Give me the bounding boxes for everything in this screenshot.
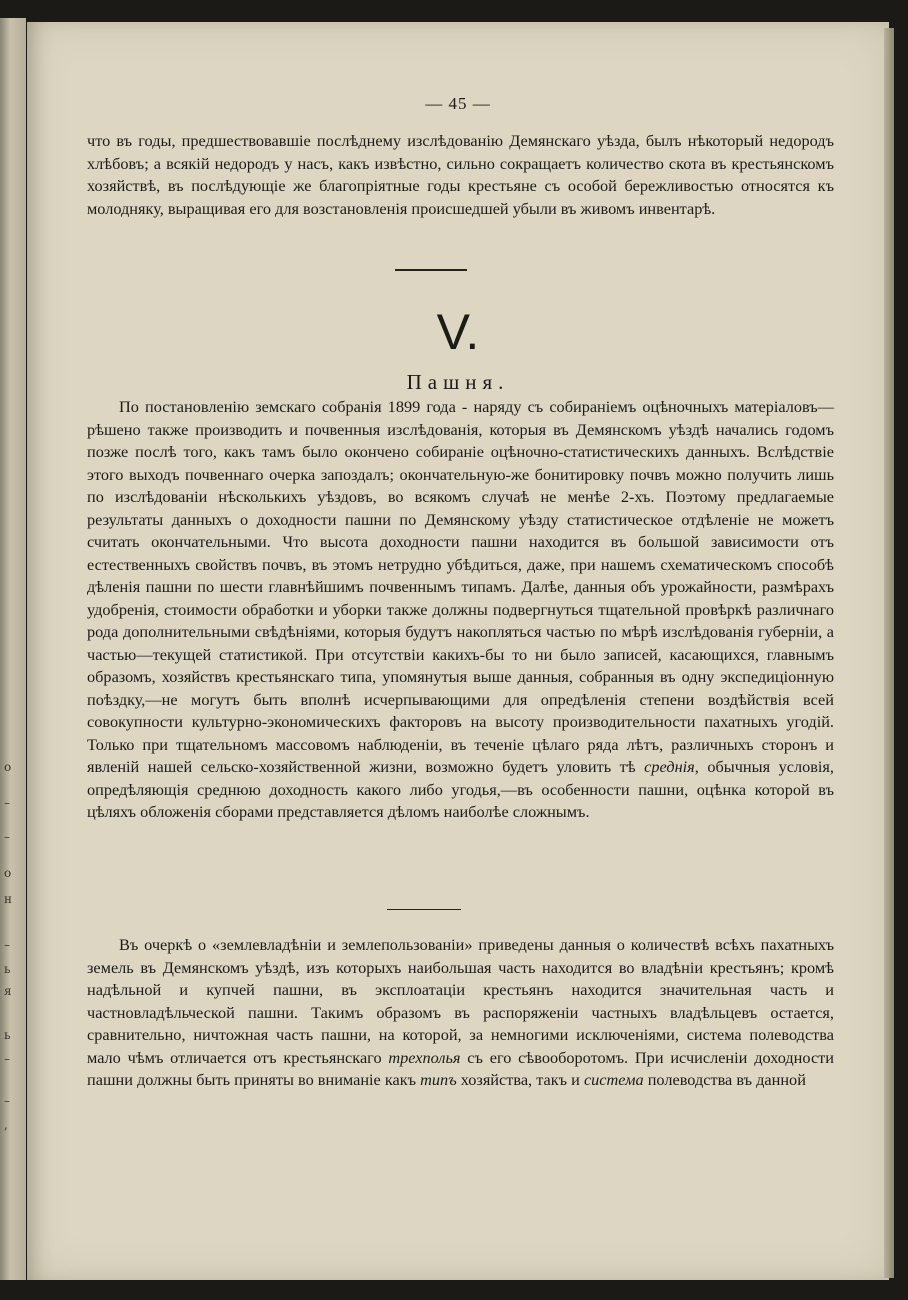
main-paragraph-text	[87, 396, 834, 824]
margin-fragment: о	[4, 760, 12, 774]
main-paragraph-text-part: По постановленію земскаго собранія 1899 года - наряду съ собираніемъ оцѣночныхъ матеріаловъ—рѣшено также производить и почвенныя изслѣдованія, которыя въ Демянскомъ уѣздѣ начались годомъ позже послѣ того, какъ тамъ было окончено собираніе оцѣночно-статистическихъ данныхъ. Вслѣдствіе этого выходъ почвеннаго очерка запоздалъ; окончательную-же бонитировку почвъ можно получить лишь по изслѣдованіи нѣсколькихъ уѣздовъ, во всякомъ случаѣ не менѣе 2-хъ. Поэтому предлагаемые результаты данныхъ о доходности пашни по Демянскому уѣзду статистическое отдѣленіе не можетъ считать окончательными. Что высота доходности пашни находится въ большой зависимости отъ естественныхъ свойствъ почвъ, въ этомъ нетрудно убѣдиться, даже, при нашемъ схематическомъ способѣ дѣленія пашни по шести главнѣйшимъ почвеннымъ типамъ. Далѣе, данныя объ урожайности, размѣрахъ удобренія, стоимости обработки и уборки также должны подвергнуться тщательной провѣркѣ различнаго рода дополнительными свѣдѣніями, которыя будутъ накопляться частью по мѣрѣ изслѣдованія губерніи, а частью—текущей статистикой. При отсутствіи какихъ-бы то ни было записей, касающихся, главнымъ образомъ, хозяйствъ крестьянскаго типа, упомянутыя выше данныя, собранныя въ одну экспедиціонную поѣздку,—не могутъ быть вполнѣ исчерпывающими для опредѣленія степени воздѣйствія всей совокупности культурно-экономическихъ факторовъ на высоту производительности пахатныхъ угодій. Только при тщательномъ массовомъ наблюденіи, въ теченіе цѣлаго ряда лѣтъ, различныхъ сторонъ и явленій нашей сельско-хозяйственной жизни, возможно будетъ уловить тѣ	[87, 397, 834, 776]
second-paragraph-text-part: хозяйства, такъ и	[456, 1070, 584, 1089]
italic-term: система	[583, 1070, 644, 1089]
margin-fragment: ,	[4, 1118, 8, 1132]
opening-paragraph	[87, 130, 834, 220]
second-paragraph-text-part: Въ очеркѣ о «землевладѣніи и землепользованіи» приведены данныя о количествѣ всѣхъ пахатныхъ земель въ Демянскомъ уѣздѣ, изъ которыхъ наибольшая часть находится во владѣніи крестьянъ; кромѣ надѣльной и купчей пашни, въ эксплоатаціи крестьянъ находится значительная часть и частновладѣльческой пашни. Такимъ образомъ въ распоряженіи частныхъ владѣльцевъ остается, сравнительно, ничтожная часть пашни, на которой, за немногими исключеніями, система полеводства мало чѣмъ отличается отъ крестьянскаго	[87, 935, 834, 1067]
page-stack-edge	[884, 28, 894, 1278]
margin-fragment: –	[4, 1052, 10, 1066]
second-paragraph	[87, 934, 834, 1092]
margin-fragment: –	[4, 938, 10, 952]
opening-paragraph-text: что въ годы, предшествовавшіе послѣднему изслѣдованію Демянскаго уѣзда, былъ нѣкоторый недородъ хлѣбовъ; а всякій недородъ у насъ, какъ извѣстно, сильно сокращаетъ количество скота въ крестьянскомъ хозяйствѣ, въ послѣдующіе же благопріятные годы крестьяне съ особой бережливостью относятся къ молодняку, выращивая его для возстановленія происшедшей убыли въ живомъ инвентарѣ.	[87, 131, 834, 218]
margin-fragment: н	[4, 892, 12, 906]
main-paragraph	[87, 396, 834, 824]
book-page	[27, 22, 889, 1280]
italic-term: среднія	[644, 757, 695, 776]
margin-fragment: ь	[4, 1028, 11, 1042]
italic-term: типъ	[420, 1070, 457, 1089]
page-number: — 45 —	[425, 94, 491, 113]
previous-page-edge	[0, 18, 26, 1280]
second-paragraph-text	[87, 934, 834, 1092]
margin-fragment: ь	[4, 962, 11, 976]
paragraph-divider	[387, 909, 461, 910]
section-divider	[395, 269, 467, 271]
margin-fragment: –	[4, 830, 10, 844]
second-paragraph-text-part: полеводства въ данной	[643, 1070, 806, 1089]
margin-fragment: –	[4, 1094, 10, 1108]
second-paragraph-text-part: съ его сѣвооборотомъ. При исчисленіи доходности пашни должны быть приняты во вниманіе какъ	[87, 1047, 834, 1089]
margin-fragment: я	[4, 984, 12, 998]
chapter-title: Пашня.	[406, 370, 510, 394]
chapter-number: V.	[436, 304, 480, 360]
margin-fragment: –	[4, 796, 10, 810]
italic-term: трехполья	[388, 1047, 461, 1067]
margin-fragment: о	[4, 866, 12, 880]
main-paragraph-text-part: , обычныя условія, опредѣляющія среднюю доходность какого либо угодья,—въ особенности пашни, оцѣнка которой въ цѣляхъ обложенія сборами представляется дѣломъ наиболѣе сложнымъ.	[87, 757, 834, 821]
